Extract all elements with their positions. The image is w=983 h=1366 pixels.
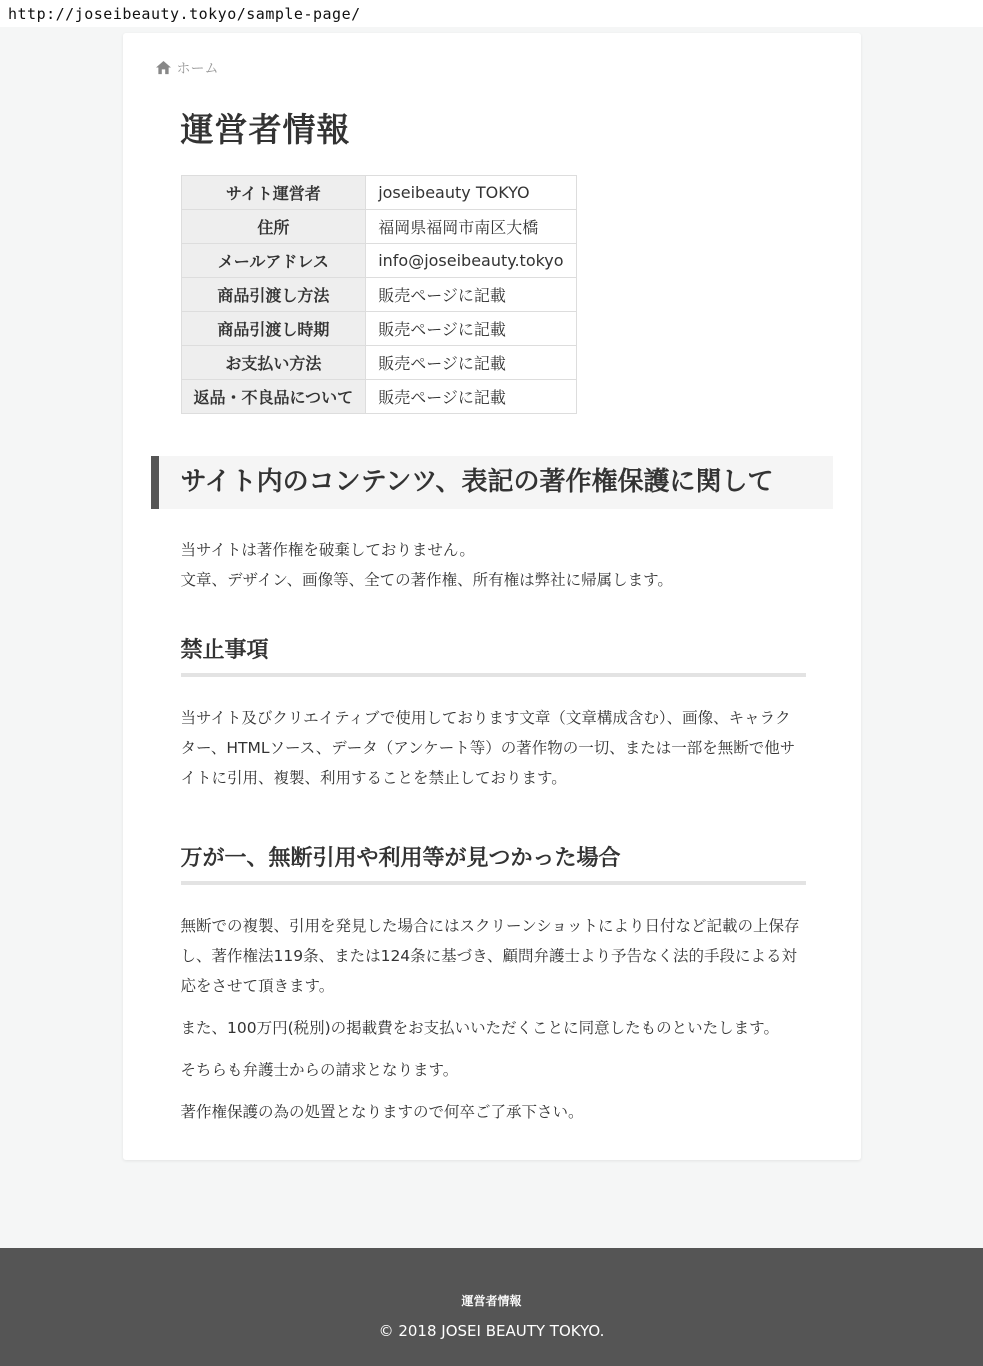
violation-paragraph: また、100万円(税別)の掲載費をお支払いいただくことに同意したものといたします。: [180, 1019, 779, 1038]
section-heading-copyright: サイト内のコンテンツ、表記の著作権保護に関して: [151, 456, 833, 509]
sub-heading-underline: [181, 881, 806, 885]
sub-heading-violation: 万が一、無断引用や利用等が見つかった場合: [180, 846, 621, 872]
table-row: [181, 312, 576, 346]
table-row-label: メールアドレス: [181, 244, 366, 278]
table-row-value: info@joseibeauty.tokyo: [366, 244, 576, 278]
copyright-paragraph: [181, 535, 806, 595]
table-row-value: 福岡県福岡市南区大橋: [366, 210, 576, 244]
url-text: http://joseibeauty.tokyo/sample-page/: [8, 5, 361, 23]
violation-paragraph: 著作権保護の為の処置となりますので何卒ご了承下さい。: [180, 1103, 584, 1122]
sub-heading-underline: [181, 673, 806, 677]
page-background: [0, 27, 983, 1248]
table-row-label: 商品引渡し方法: [181, 278, 366, 312]
table-row: [181, 176, 576, 210]
table-row-label: 商品引渡し時期: [181, 312, 366, 346]
table-row-label: 返品・不良品について: [181, 380, 366, 414]
breadcrumb-home-label[interactable]: ホーム: [176, 61, 219, 77]
table-row-value: 販売ページに記載: [366, 312, 576, 346]
prohibited-paragraph: 当サイト及びクリエイティブで使用しております文章（文章構成含む）、画像、キャラクター、HTMLソース、データ（アンケート等）の著作物の一切、または一部を無断で他サイトに引用、複製、利用することを禁止しております。: [180, 709, 796, 788]
table-row-label: サイト運営者: [181, 176, 366, 210]
sub-heading-prohibited: 禁止事項: [180, 638, 269, 664]
copyright-line-2: 文章、デザイン、画像等、全ての著作権、所有権は弊社に帰属します。: [180, 571, 673, 590]
operator-info-table: [181, 175, 577, 414]
violation-paragraph: そちらも弁護士からの請求となります。: [180, 1061, 459, 1080]
table-row: [181, 210, 576, 244]
table-row: [181, 278, 576, 312]
table-row-value: 販売ページに記載: [366, 380, 576, 414]
footer-copyright: © 2018 JOSEI BEAUTY TOKYO.: [378, 1322, 605, 1340]
footer: [0, 1248, 983, 1366]
table-row: [181, 244, 576, 278]
table-row: [181, 380, 576, 414]
home-icon: [156, 61, 171, 75]
table-row-label: 住所: [181, 210, 366, 244]
content-card: [123, 33, 861, 1160]
copyright-line-1: 当サイトは著作権を破棄しておりません。: [180, 541, 475, 560]
violation-paragraph: 無断での複製、引用を発見した場合にはスクリーンショットにより日付など記載の上保存し、著作権法119条、または124条に基づき、顧問弁護士より予告なく法的手段による対応をさせて頂きます。: [180, 917, 800, 996]
table-row-value: 販売ページに記載: [366, 346, 576, 380]
table-row-value: joseibeauty TOKYO: [366, 176, 576, 210]
breadcrumb[interactable]: [156, 58, 833, 78]
table-row-value: 販売ページに記載: [366, 278, 576, 312]
footer-nav-operator-info[interactable]: 運営者情報: [461, 1294, 522, 1308]
main-content: [151, 104, 833, 1127]
page-title: 運営者情報: [180, 110, 351, 149]
table-row: [181, 346, 576, 380]
table-row-label: お支払い方法: [181, 346, 366, 380]
url-strip: [0, 0, 983, 27]
